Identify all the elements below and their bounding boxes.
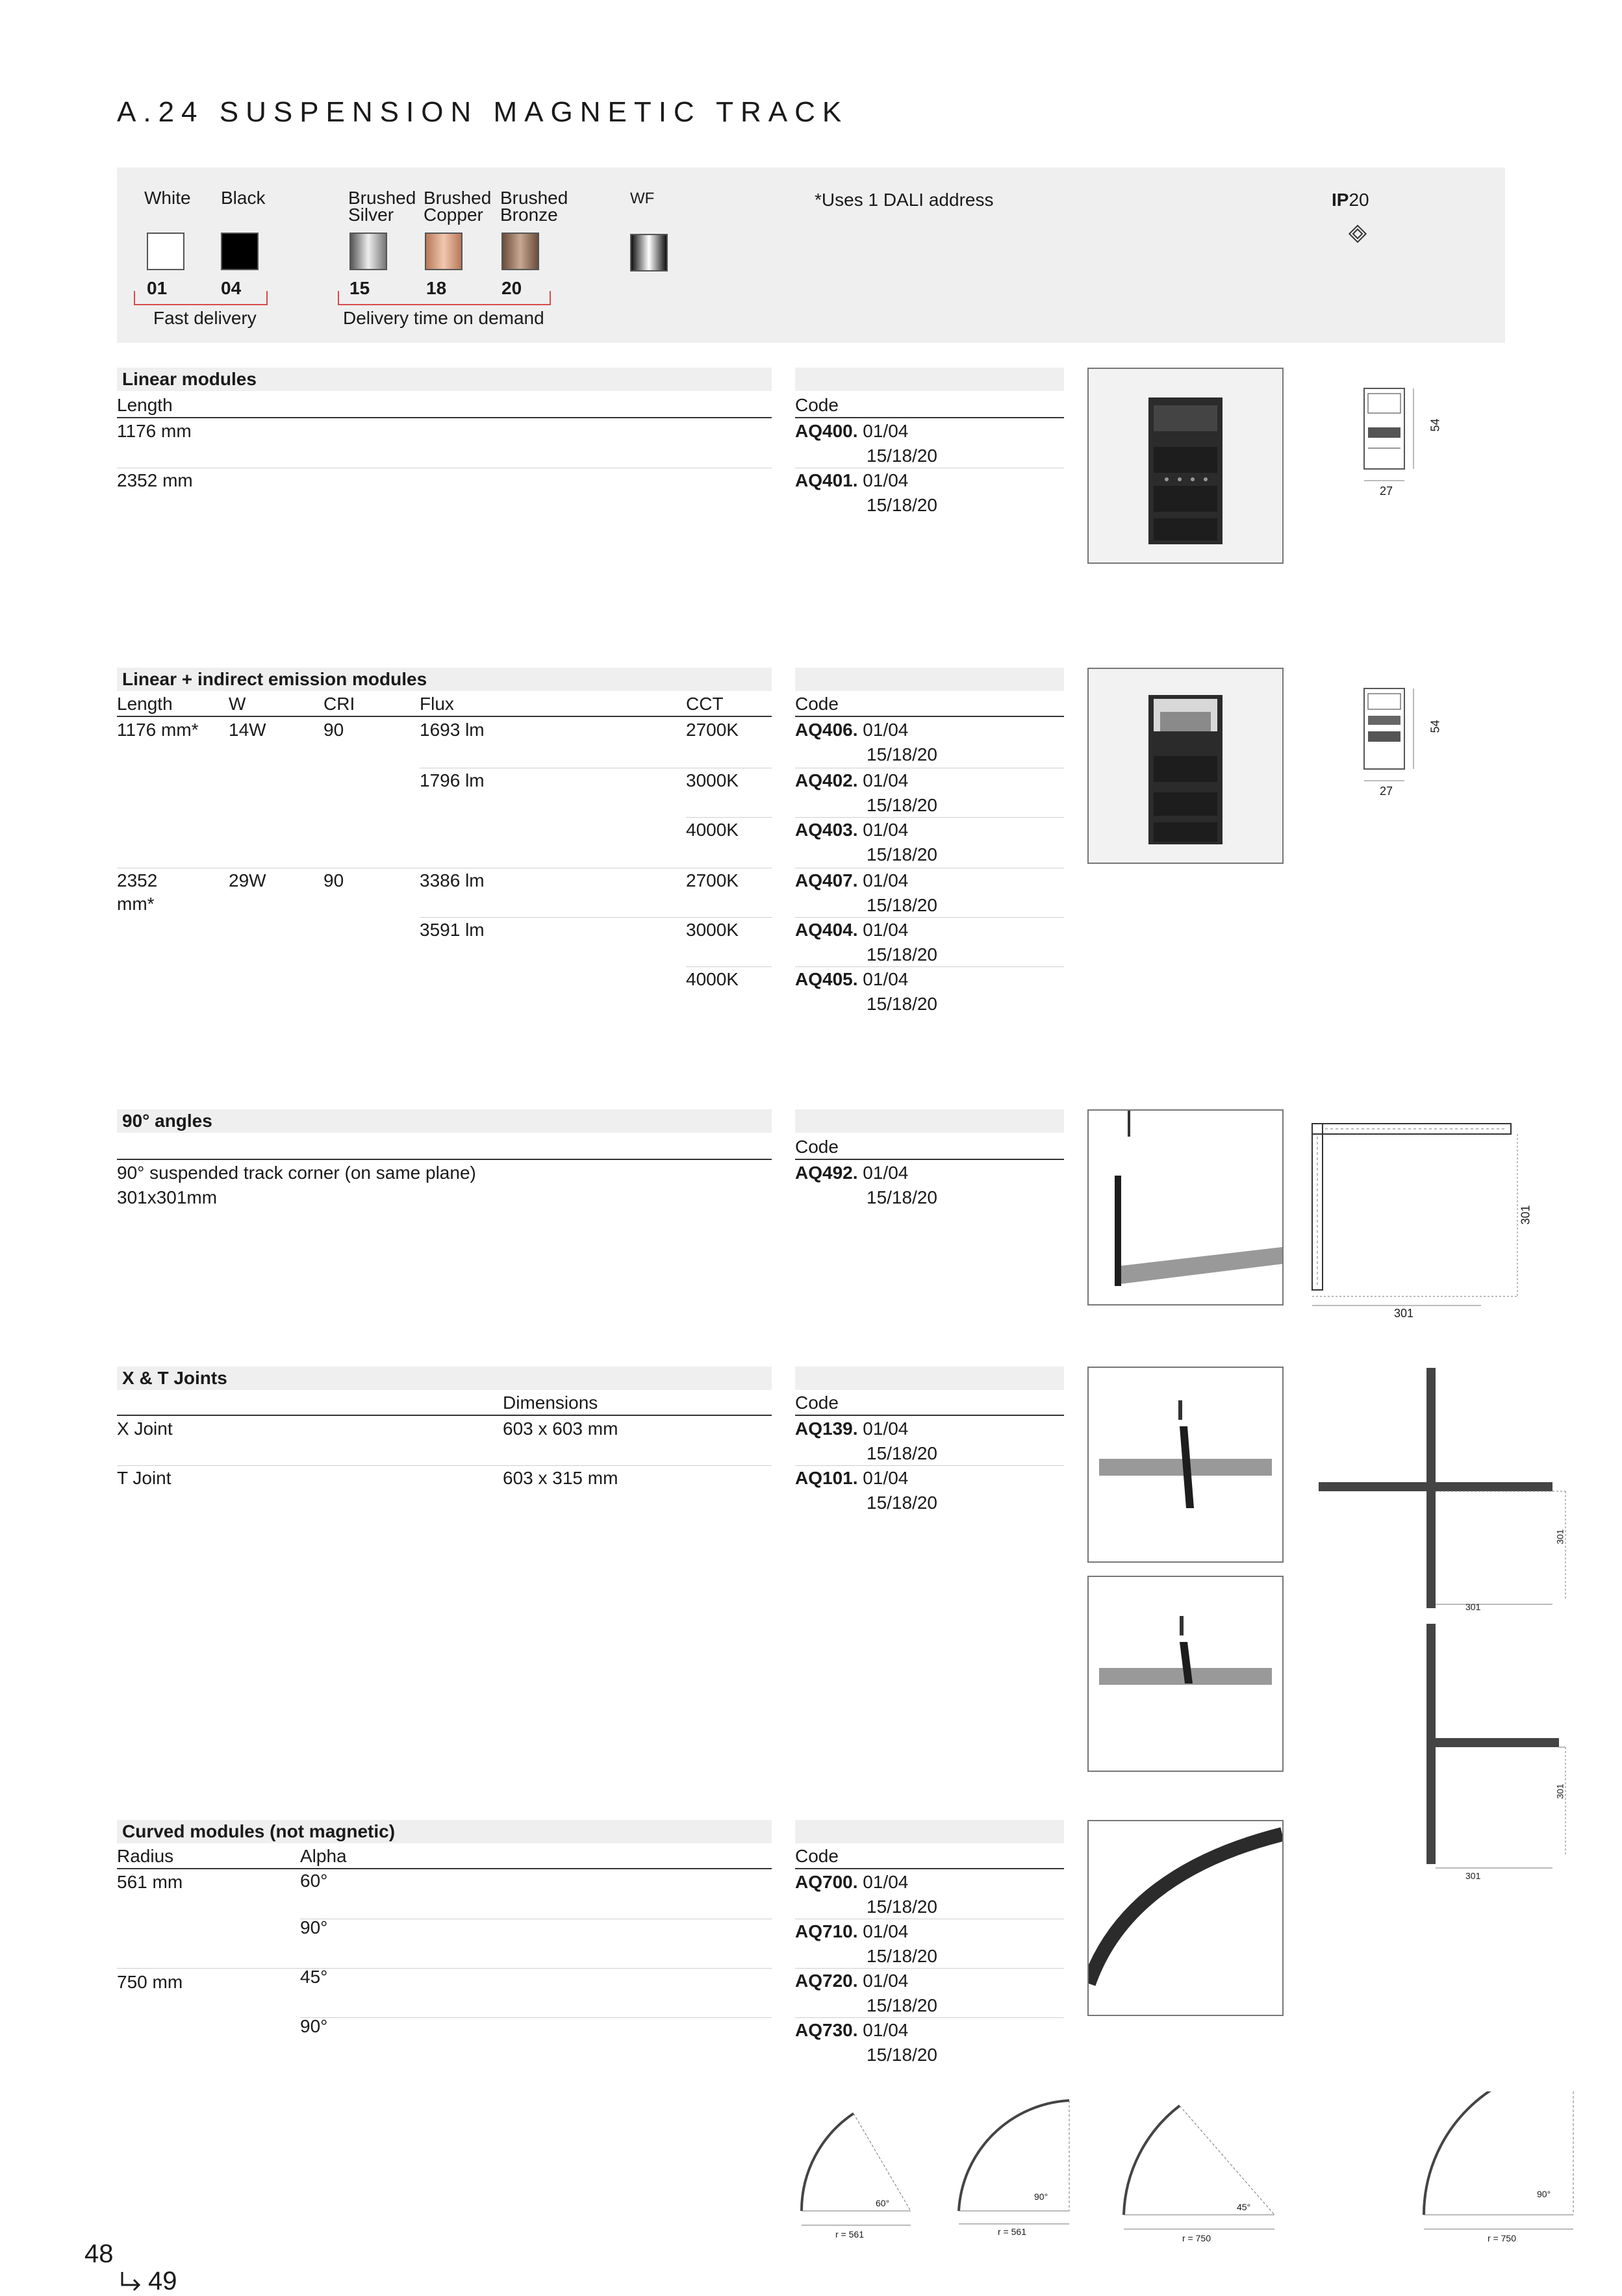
indirect-profile-drawing [1351,677,1449,807]
row-divider [795,966,1064,967]
arc-angle-1: 60° [876,2198,890,2208]
curved-code-1: AQ700. 01/04 [795,1872,909,1892]
indirect-cct-1: 2700K [686,720,739,740]
curved-heading: Curved modules (not magnetic) [122,1821,396,1841]
angles-desc-2: 301x301mm [117,1187,218,1207]
joints-technical-drawing [1312,1355,1572,1887]
row-divider [795,1968,1064,1969]
arc-radius-1: r = 561 [835,2229,864,2239]
indirect-flux-4: 3386 lm [420,870,485,890]
curved-radius-1: 561 mm [117,1872,183,1892]
curved-code-2b: 15/18/20 [867,1946,937,1966]
finishes-panel [117,168,1505,343]
linear-length-2: 2352 mm [117,470,193,490]
joints-header-rule [117,1415,772,1416]
linear-code-2b: 15/18/20 [867,495,937,515]
indirect-col-flux: Flux [420,694,454,714]
joint-dim-1: 603 x 603 mm [503,1419,618,1439]
curved-arc-diagrams [794,2091,1580,2247]
angle-technical-drawing [1306,1117,1527,1325]
indirect-flux-2: 1796 lm [420,770,485,790]
curved-header-rule [117,1868,772,1869]
indirect-code-6: AQ405. 01/04 [795,969,909,989]
indirect-cri-4: 90 [323,870,344,890]
indirect-cct-5: 3000K [686,920,739,940]
joints-code-rule [795,1415,1064,1416]
row-divider [686,817,772,818]
linear-dim-width: 27 [1380,485,1393,498]
ip-value: 20 [1349,190,1369,210]
indirect-module-photo [1087,668,1284,864]
curved-code-1b: 15/18/20 [867,1897,937,1917]
fast-delivery-note: Fast delivery [153,308,257,328]
curved-code-2: AQ710. 01/04 [795,1921,909,1941]
row-divider [117,1465,772,1466]
indirect-flux-1: 1693 lm [420,720,485,740]
arrow-hook-icon[interactable] [118,2269,144,2295]
x-joint-photo [1087,1367,1284,1563]
angles-heading-bar [117,1109,772,1133]
x-joint-dim-bottom: 301 [1465,1602,1481,1612]
demand-delivery-bracket [338,291,551,305]
swatch-black [221,233,259,270]
swatch-white [147,233,184,270]
arc-angle-3: 45° [1237,2202,1251,2212]
joint-code-2: AQ101. 01/04 [795,1468,909,1488]
indirect-w-1: 14W [229,720,266,740]
indirect-col-code: Code [795,694,839,714]
curved-code-4: AQ730. 01/04 [795,2020,909,2040]
linear-module-photo [1087,368,1284,564]
finish-label-white: White [144,188,191,208]
linear-code-bar [795,368,1064,391]
finish-code-silver: 15 [349,278,370,298]
curved-col-code: Code [795,1846,839,1866]
linear-code-1: AQ400. 01/04 [795,421,909,441]
indirect-length-1: 1176 mm* [117,720,199,740]
arc-radius-2: r = 561 [998,2227,1026,2237]
linear-col-code: Code [795,395,839,415]
wf-label: WF [630,190,655,207]
indirect-code-6b: 15/18/20 [867,994,937,1014]
t-joint-dim-side: 301 [1554,1784,1565,1799]
indirect-cct-6: 4000K [686,969,739,989]
indirect-code-3: AQ403. 01/04 [795,820,909,840]
indirect-code-rule [795,716,1064,717]
ip-rating [1332,190,1369,210]
arc-diagram-45 [1124,2106,1274,2229]
indirect-code-4b: 15/18/20 [867,895,937,915]
joint-code-1: AQ139. 01/04 [795,1419,909,1439]
finish-label-silver: Brushed Silver [348,188,416,225]
linear-header-rule [117,417,772,418]
joint-name-1: X Joint [117,1419,173,1439]
indirect-cct-3: 4000K [686,820,739,840]
indirect-code-5b: 15/18/20 [867,944,937,965]
angles-code-b: 15/18/20 [867,1187,937,1207]
t-joint-dim-bottom: 301 [1465,1871,1481,1881]
class-ii-diamond-icon [1349,225,1367,243]
joint-dim-2: 603 x 315 mm [503,1468,618,1488]
arc-radius-4: r = 750 [1488,2233,1516,2243]
row-divider [795,917,1064,918]
curved-alpha-3: 45° [300,1967,328,1987]
arc-diagram-60 [802,2113,911,2225]
angles-code: AQ492. 01/04 [795,1163,909,1183]
curved-code-4b: 15/18/20 [867,2045,937,2065]
ip-label: IP [1332,190,1349,210]
angle-photo [1087,1109,1284,1306]
indirect-code-1b: 15/18/20 [867,744,937,764]
indirect-code-2b: 15/18/20 [867,795,937,815]
curved-alpha-2: 90° [300,1917,328,1937]
curved-module-photo [1087,1820,1284,2016]
angles-code-rule [795,1159,1064,1160]
finish-code-copper: 18 [426,278,447,298]
angle-dim-side: 301 [1519,1205,1532,1225]
page-title: A.24 SUSPENSION MAGNETIC TRACK [117,96,849,128]
curved-code-rule [795,1868,1064,1869]
curved-col-radius: Radius [117,1846,174,1866]
indirect-code-5: AQ404. 01/04 [795,920,909,940]
row-divider [795,1465,1064,1466]
indirect-cct-4: 2700K [686,870,739,890]
joints-code-bar [795,1367,1064,1390]
swatch-silver [349,233,387,270]
finish-label-bronze: Brushed Bronze [500,188,568,225]
angle-dim-bottom: 301 [1394,1307,1414,1320]
indirect-heading: Linear + indirect emission modules [122,669,427,689]
joint-code-1b: 15/18/20 [867,1443,937,1463]
indirect-col-cct: CCT [686,694,724,714]
linear-col-length: Length [117,395,173,415]
row-divider [420,917,772,918]
indirect-cct-2: 3000K [686,770,739,790]
indirect-col-length: Length [117,694,173,714]
linear-code-rule [795,417,1064,418]
row-divider [686,966,772,967]
indirect-code-2: AQ402. 01/04 [795,770,909,790]
indirect-col-w: W [229,694,246,714]
swatch-wf [630,234,668,271]
fast-delivery-bracket [134,291,268,305]
indirect-code-bar [795,668,1064,691]
angles-desc-1: 90° suspended track corner (on same plane) [117,1163,476,1183]
angles-header-rule [117,1159,772,1160]
finish-code-bronze: 20 [501,278,522,298]
linear-code-1b: 15/18/20 [867,446,937,466]
linear-profile-drawing [1351,377,1449,507]
linear-code-2: AQ401. 01/04 [795,470,909,490]
indirect-code-3b: 15/18/20 [867,844,937,864]
next-page-link[interactable]: 49 [148,2267,177,2295]
row-divider [795,2017,1064,2018]
joint-name-2: T Joint [117,1468,171,1488]
swatch-bronze [501,233,539,270]
finish-label-black: Black [221,188,266,208]
angles-code-bar [795,1109,1064,1133]
row-divider [117,1968,772,1969]
dali-note: *Uses 1 DALI address [815,190,994,210]
curved-code-3b: 15/18/20 [867,1995,937,2015]
row-divider [300,2017,772,2018]
indirect-flux-5: 3591 lm [420,920,485,940]
arc-diagram-90-750 [1424,2091,1573,2229]
joint-code-2b: 15/18/20 [867,1493,937,1513]
t-joint-photo [1087,1576,1284,1772]
joints-heading: X & T Joints [122,1368,227,1388]
linear-length-1: 1176 mm [117,421,192,441]
curved-alpha-4: 90° [300,2016,328,2036]
curved-code-bar [795,1820,1064,1843]
indirect-w-4: 29W [229,870,266,890]
curved-radius-3: 750 mm [117,1972,183,1992]
x-joint-dim-side: 301 [1554,1529,1565,1545]
joints-col-code: Code [795,1393,839,1413]
page-number: 48 [84,2239,114,2268]
finish-label-copper: Brushed Copper [424,188,492,225]
indirect-col-cri: CRI [323,694,355,714]
indirect-header-rule [117,716,772,717]
swatch-copper [425,233,463,270]
indirect-code-1: AQ406. 01/04 [795,720,909,740]
indirect-dim-height: 54 [1428,720,1442,733]
demand-delivery-note: Delivery time on demand [343,308,544,328]
linear-heading: Linear modules [122,369,257,389]
row-divider [795,817,1064,818]
angles-heading: 90° angles [122,1111,212,1131]
joints-col-dim: Dimensions [503,1393,598,1413]
arc-angle-2: 90° [1034,2191,1048,2202]
arc-angle-4: 90° [1537,2189,1551,2199]
curved-alpha-1: 60° [300,1871,328,1891]
curved-col-alpha: Alpha [300,1846,347,1866]
indirect-length-4: 2352 mm* [117,870,158,914]
indirect-code-4: AQ407. 01/04 [795,870,909,890]
finish-code-black: 04 [221,278,242,298]
linear-dim-height: 54 [1428,418,1442,432]
angles-col-code: Code [795,1137,839,1157]
finish-code-white: 01 [147,278,168,298]
indirect-cri-1: 90 [323,720,344,740]
arc-radius-3: r = 750 [1182,2233,1211,2243]
curved-code-3: AQ720. 01/04 [795,1971,909,1991]
arc-diagram-90-561 [959,2100,1069,2224]
indirect-dim-width: 27 [1380,785,1393,798]
